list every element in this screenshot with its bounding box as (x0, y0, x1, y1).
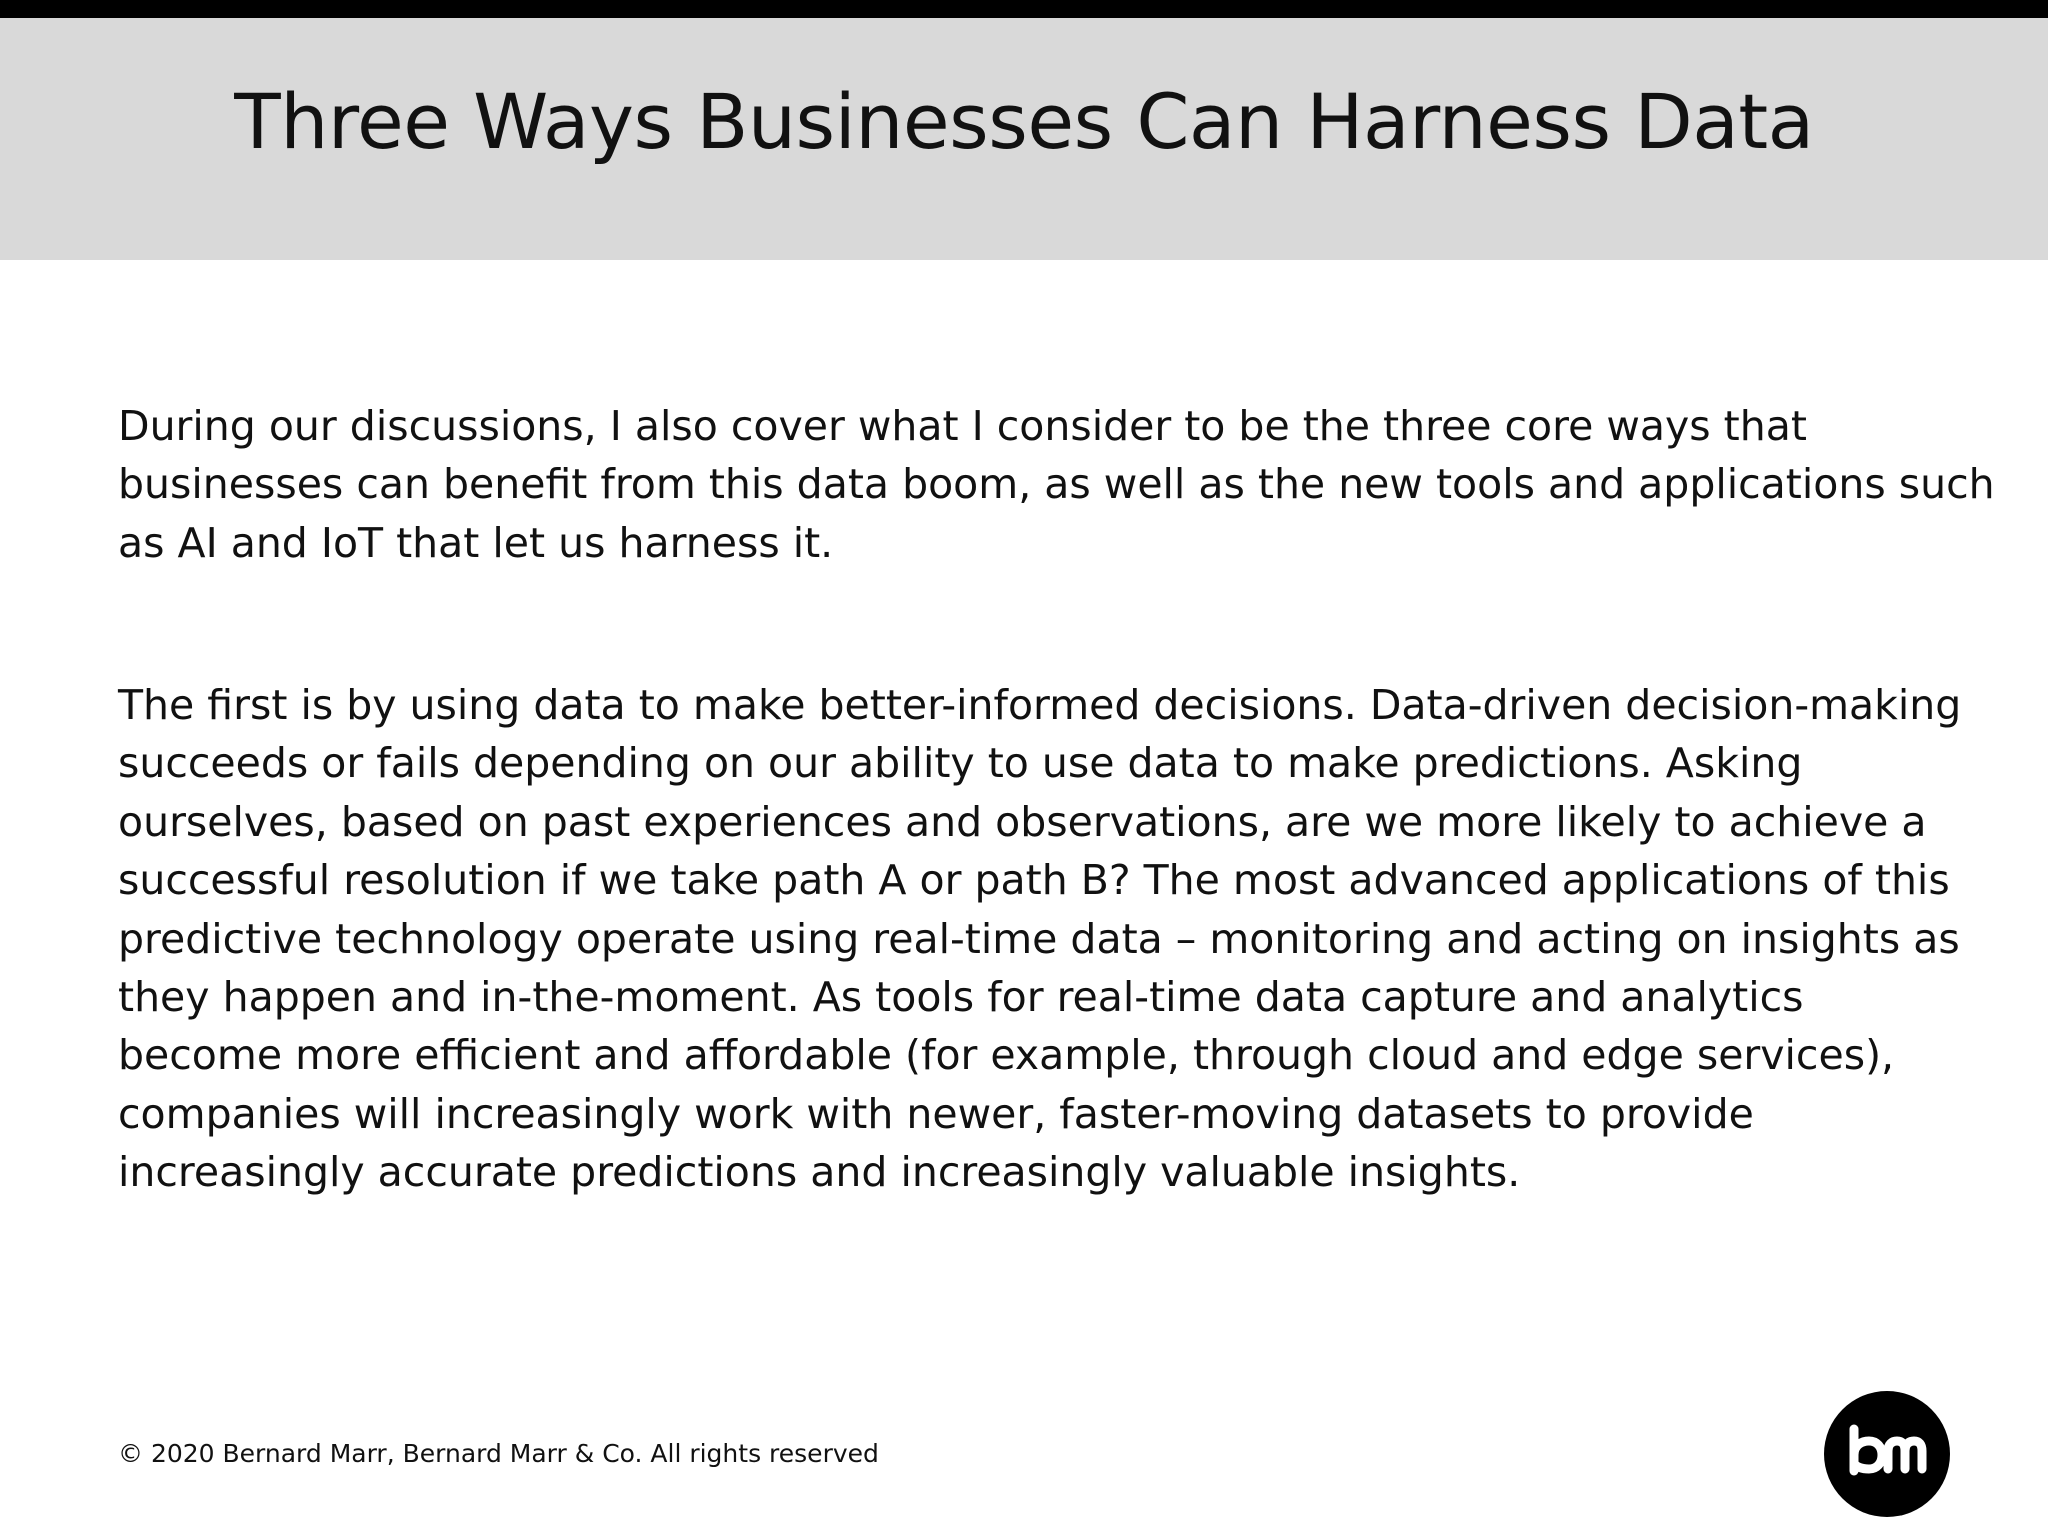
paragraph-line: they happen and in-the-moment. As tools for real-time data capture and analytics (118, 973, 1804, 1022)
paragraph-line: businesses can benefit from this data boom, as well as the new tools and applications such (118, 460, 1995, 509)
paragraph-first-way (118, 676, 1978, 1202)
paragraph-line: predictive technology operate using real-time data – monitoring and acting on insights as (118, 914, 1960, 963)
top-border-bar (0, 0, 2048, 18)
paragraph-line: become more efficient and affordable (for example, through cloud and edge services), (118, 1031, 1895, 1080)
paragraph-line: successful resolution if we take path A or path B? The most advanced applications of this (118, 856, 1950, 905)
paragraph-line: increasingly accurate predictions and increasingly valuable insights. (118, 1148, 1521, 1197)
paragraph-line: succeeds or fails depending on our ability to use data to make predictions. Asking (118, 739, 1803, 788)
paragraph-line: The first is by using data to make better-informed decisions. Data-driven decision-making (118, 681, 1962, 729)
paragraph-line: ourselves, based on past experiences and observations, are we more likely to achieve a (118, 797, 1927, 846)
paragraph-line: companies will increasingly work with newer, faster-moving datasets to provide (118, 1089, 1754, 1138)
copyright-notice: © 2020 Bernard Marr, Bernard Marr & Co. All rights reserved (118, 1439, 879, 1468)
paragraph-intro (118, 397, 1995, 572)
slide-title: Three Ways Businesses Can Harness Data (234, 77, 1814, 166)
paragraph-line: as AI and IoT that let us harness it. (118, 518, 834, 567)
bm-logo-icon (1824, 1391, 1950, 1517)
paragraph-line: During our discussions, I also cover what I consider to be the three core ways that (118, 402, 1807, 450)
